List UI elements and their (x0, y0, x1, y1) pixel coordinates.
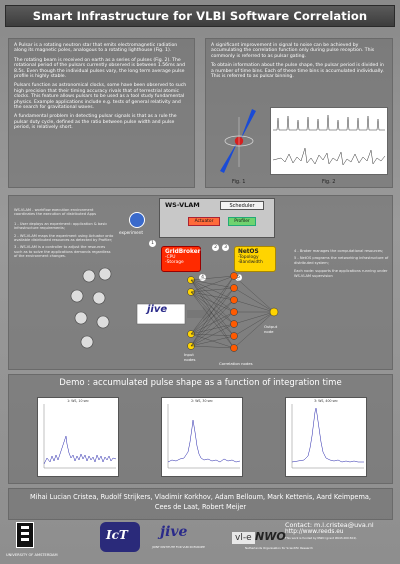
paragraph: A significant improvement in signal to noise can be achieved by accumulating the correlation function only during pulse reception. This commonly is referred to as pulsar gating. (211, 43, 375, 59)
step-badge-1: 1 (149, 240, 156, 247)
poster-title: Smart Infrastructure for VLBI Software Correlation (32, 9, 368, 23)
uva-caption: UNIVERSITY OF AMSTERDAM (6, 553, 58, 557)
demo-panel (8, 374, 393, 484)
ws-vlam-box (159, 198, 275, 238)
paragraph: To obtain information about the pulse shape, the pulsar period is divided in a number of time bins. Each of these time bins is accumulated individually. This is referred to as pulsar binning. (211, 63, 384, 80)
workflow-description (14, 208, 114, 259)
netos-bandwidth: -Bandwidth (238, 260, 263, 265)
demo-title: Demo : accumulated pulse shape as a function of integration time (59, 378, 342, 388)
ict-logo: IcT (100, 522, 140, 552)
contact-email: Contact: m.l.cristea@uva.nl (285, 521, 374, 529)
netos-label: NetOS (238, 249, 259, 255)
actuator-box: Actuator (188, 217, 220, 226)
authors-line-1: Mihai Lucian Cristea, Rudolf Strijkers, Vladimir Korkhov, Adam Belloum, Mark Kettenis, Aard Keimpema, (29, 493, 372, 501)
correlation-nodes-label: Correlation nodes (219, 361, 253, 366)
output-node-label: Output node (264, 324, 278, 334)
input-nodes-label: Input nodes (184, 352, 196, 362)
jive-box-label: jive (147, 304, 168, 315)
workflow-step-4: 4 - Broker manages the computational resources; (294, 249, 384, 253)
workflow-step-2: 2 - WS-VLAM maps the experiment using Actuator onto available distributed resources as detected by Profiler; (14, 233, 114, 243)
netos-topology: -Topology (238, 255, 259, 260)
plot-title: 1: WS, 10 sec (67, 399, 89, 403)
workflow-panel (8, 195, 393, 370)
title-bar (5, 5, 395, 27)
correlation-network-diagram (69, 266, 289, 366)
scheduler-box: Scheduler (220, 201, 264, 210)
contact-website: http://www.reeds.eu (285, 529, 344, 535)
contact-block (285, 521, 374, 540)
fig2-label: Fig. 2 (322, 179, 336, 185)
jive-caption: JOINT INSTITUTE FOR VLBI IN EUROPE (152, 545, 205, 549)
paragraph: Pulsars function as astronomical clocks, some have been observed to such high precision that their timing accuracy rivals that of terrestrial atomic clocks. This feature allows pulsars to be used as a tool study fundamental physics. Example applications include e.g. tests of general relativity and the search for gravitational waves. (14, 83, 187, 111)
workflow-note: Each node: supports the applications running under WS-VLAM supervision (294, 269, 388, 278)
gridbroker-label: GridBroker (165, 249, 201, 255)
vle-logo: vl-e (232, 532, 255, 544)
experiment-icon (129, 212, 145, 228)
step-badge-4: 4 (199, 274, 206, 281)
paragraph: A Pulsar is a rotating neutron star that emits electromagnetic radiation along its magnetic poles, analogous to a rotating lighthouse (Fig. 1). (14, 43, 178, 54)
workflow-step-3: 3 - WS-VLAM is a controller to adjust the resources such as to solve the applications demands regardless of the environment changes. (14, 245, 111, 259)
experiment-label: experiment (119, 230, 144, 235)
workflow-step-1: 1 - User deploys an experiment: application & basic infrastructure requirements; (14, 221, 108, 231)
authors-line-2: Cees de Laat, Robert Meijer (154, 503, 247, 511)
step-badge-3: 3 (222, 244, 229, 251)
paragraph: The rotating beam is received on earth as a series of pulses (Fig. 2). The rotational period of the pulsars currently observed is between 1.56ms and 8.5s. Even though the individual pulses vary, the long term average pulse profile is highly stable. (14, 57, 186, 80)
workflow-intro: WS-VLAM - workflow execution environment coordinates the execution of distributed Apps (14, 208, 97, 217)
pulsar-gating-panel (205, 38, 393, 188)
jive-logo: jive (160, 524, 188, 540)
nwo-caption: Netherlands Organisation for Scientific Research (245, 546, 313, 550)
pulse-series-figure (270, 107, 388, 175)
step-badge-5: 5 (235, 274, 242, 281)
plot-title: 3: WS, 400 sec (314, 399, 338, 403)
paragraph: A fundamental problem in detecting pulsar signals is that as a rule the pulsar duty cycle, defined as the ratio between pulse width and pulse period, is relatively short. (14, 114, 177, 131)
workflow-step-5: 5 - NetOS programs the networking infrastructure of distributed system; (294, 256, 389, 265)
pulse-plot-3 (285, 397, 367, 477)
pulse-plot-2 (161, 397, 243, 477)
pulse-plot-1 (37, 397, 119, 477)
uva-logo (10, 522, 40, 552)
ws-vlam-label: WS-VLAM (165, 201, 200, 209)
funding-note: This work is funded by NWO (grant #643.200.504). (285, 536, 357, 540)
workflow-description-right (294, 249, 391, 278)
profiler-box: Profiler (228, 217, 256, 226)
gridbroker-cpu: -CPU (165, 255, 176, 260)
step-badge-2: 2 (212, 244, 219, 251)
gridbroker-storage: -Storage (165, 260, 184, 265)
plot-title: 2: WS, 30 sec (191, 399, 213, 403)
fig1-label: Fig. 1 (232, 179, 246, 185)
pulsar-figure (210, 107, 268, 175)
pulsar-intro-panel (8, 38, 195, 188)
authors-panel (8, 488, 393, 520)
nwo-logo: NWO (255, 530, 286, 543)
